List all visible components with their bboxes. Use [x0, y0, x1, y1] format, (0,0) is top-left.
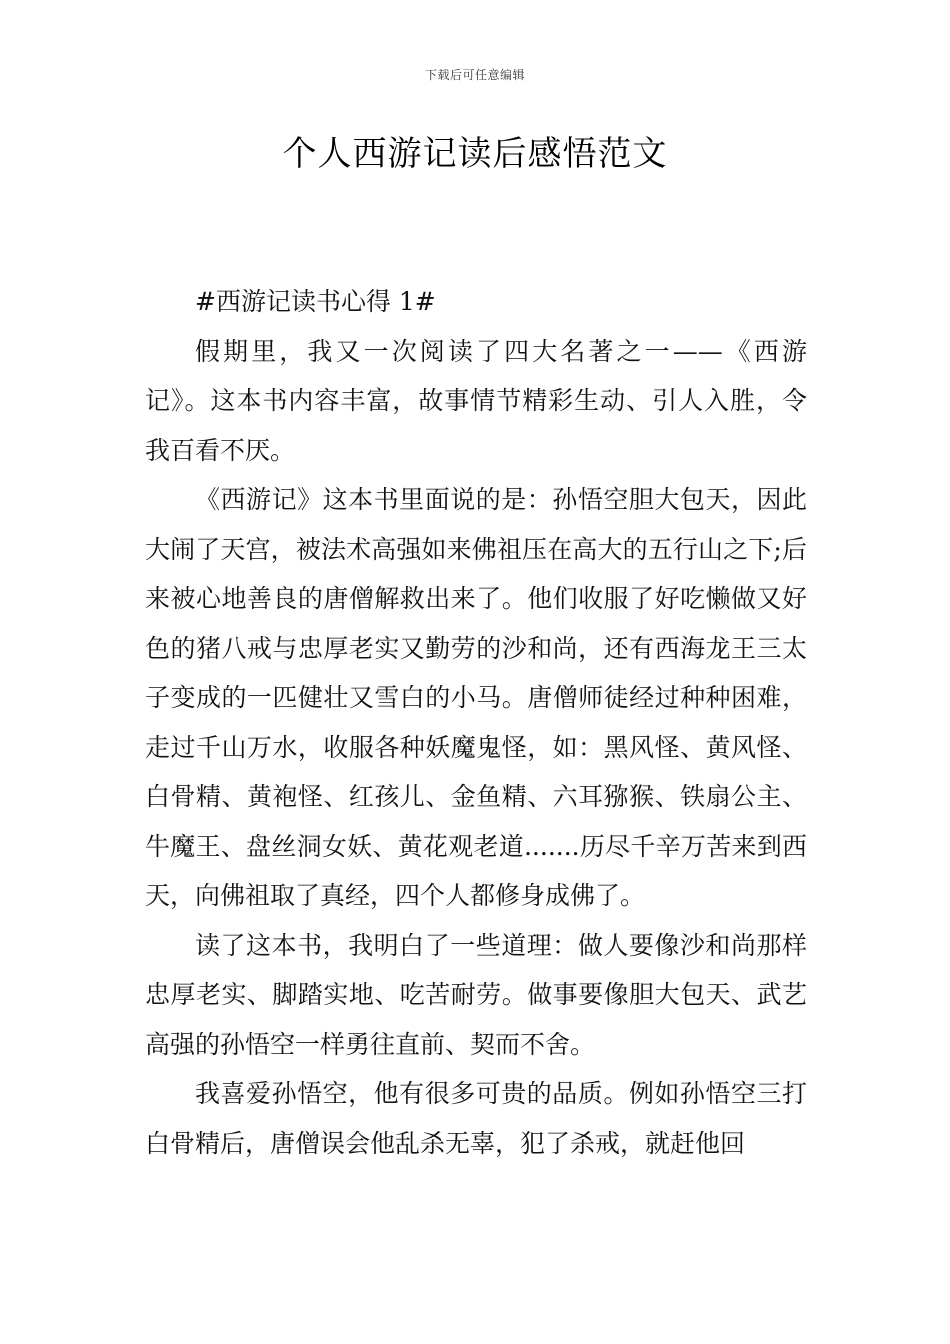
document-title: 个人西游记读后感悟范文 [282, 134, 668, 174]
section-heading: #西游记读书心得 1# [195, 287, 436, 316]
document-body [145, 277, 807, 1168]
paragraph-3: 读了这本书，我明白了一些道理：做人要像沙和尚那样忠厚老实、脚踏实地、吃苦耐劳。做事要像胆大包天、武艺高强的孙悟空一样勇往直前、契而不舍。 [145, 930, 807, 1059]
paragraph-4: 我喜爱孙悟空，他有很多可贵的品质。例如孙悟空三打白骨精后，唐僧误会他乱杀无辜，犯了杀戒，就赶他回 [145, 1079, 807, 1158]
paragraph-1: 假期里，我又一次阅读了四大名著之一——《西游记》。这本书内容丰富，故事情节精彩生动、引人入胜，令我百看不厌。 [145, 336, 807, 465]
paragraph-2: 《西游记》这本书里面说的是：孙悟空胆大包天，因此大闹了天宫，被法术高强如来佛祖压在高大的五行山之下;后来被心地善良的唐僧解救出来了。他们收服了好吃懒做又好色的猪八戒与忠厚老实又勤劳的沙和尚，还有西海龙王三太子变成的一匹健壮又雪白的小马。唐僧师徒经过种种困难，走过千山万水，收服各种妖魔鬼怪，如：黑风怪、黄风怪、白骨精、黄袍怪、红孩儿、金鱼精、六耳猕猴、铁扇公主、牛魔王、盘丝洞女妖、黄花观老道.......历尽千辛万苦来到西天，向佛祖取了真经，四个人都修身成佛了。 [145, 485, 807, 910]
header-note: 下载后可任意编辑 [424, 68, 525, 82]
